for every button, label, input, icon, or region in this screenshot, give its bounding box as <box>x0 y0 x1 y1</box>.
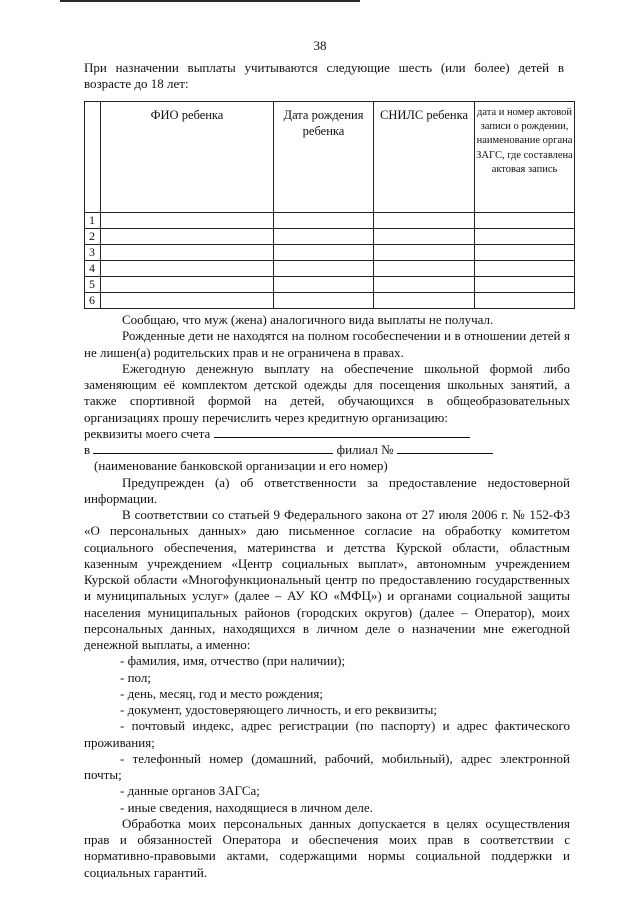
table-cell[interactable] <box>374 245 475 261</box>
table-header-cell: Дата рождения ребенка <box>274 102 374 213</box>
table-header-cell <box>85 102 101 213</box>
table-cell[interactable] <box>374 277 475 293</box>
table-cell[interactable] <box>475 261 575 277</box>
bank-field[interactable] <box>93 442 333 454</box>
list-item: - фамилия, имя, отчество (при наличии); <box>120 653 346 669</box>
table-row <box>85 245 575 261</box>
table-cell[interactable] <box>374 213 475 229</box>
table-header-row <box>85 102 575 213</box>
table-cell[interactable] <box>475 245 575 261</box>
table-cell[interactable] <box>101 245 274 261</box>
page-number: 38 <box>313 38 327 53</box>
list-item: - пол; <box>120 669 151 685</box>
table-cell[interactable] <box>274 293 374 309</box>
table-cell[interactable] <box>101 213 274 229</box>
row-number: 1 <box>85 213 101 229</box>
table-cell[interactable] <box>374 261 475 277</box>
table-row <box>85 229 575 245</box>
table-cell[interactable] <box>274 261 374 277</box>
payment-request: Ежегодную денежную выплату на обеспечение школьной формой либо заменяющим её комплектом детской одежды для посещения школьных занятий, а также спортивной формой на детей, обучающихся в общеобразовательных организациях прошу перечислить через кредитную организацию: <box>84 360 570 425</box>
table-cell[interactable] <box>101 261 274 277</box>
table-cell[interactable] <box>101 229 274 245</box>
custody-statement: Рожденные дети не находятся на полном гособеспечении и в отношении детей я не лишен(а) родительских прав и не ограничена в правах. <box>84 328 570 360</box>
table-cell[interactable] <box>101 293 274 309</box>
list-item: - день, месяц, год и место рождения; <box>120 685 323 701</box>
consent-paragraph: В соответствии со статьей 9 Федерального закона от 27 июля 2006 г. № 152-ФЗ «О персональных данных» даю письменное согласие на обработку комитетом социального обеспечения, материнства и детства Курской области, областным казенным учреждением «Центр социальных выплат», автономным учреждением Курской области «Многофункциональный центр по предоставлению государственных и муниципальных услуг» (далее – АУ КО «МФЦ») и органами социальной защиты населения муниципальных районов (городских округов) (далее – Оператор), моих персональных данных, находящихся в личном деле о назначении мне ежегодной денежной выплаты, а именно: <box>84 507 570 652</box>
final-paragraph: Обработка моих персональных данных допускается в целях осуществления прав и обязанностей Оператора и обеспечения моих прав в соответствии с нормативно-правовыми актами, содержащими нормы социальной поддержки и социальных гарантий. <box>84 815 570 880</box>
branch-field[interactable] <box>397 442 493 454</box>
table-cell[interactable] <box>475 213 575 229</box>
account-field[interactable] <box>214 426 470 438</box>
list-item: - телефонный номер (домашний, рабочий, мобильный), адрес электронной почты; <box>84 750 570 782</box>
table-cell[interactable] <box>475 293 575 309</box>
branch-label: филиал № <box>336 442 394 457</box>
table-cell[interactable] <box>274 229 374 245</box>
bank-caption: (наименование банковской организации и его номер) <box>94 458 388 474</box>
scan-edge-line <box>60 0 360 2</box>
table-row <box>85 293 575 309</box>
document-body <box>84 312 570 881</box>
bank-prefix: в <box>84 442 91 457</box>
row-number: 3 <box>85 245 101 261</box>
list-item: - документ, удостоверяющего личность, и его реквизиты; <box>120 702 437 717</box>
list-item: - почтовый индекс, адрес регистрации (по паспорту) и адрес фактического проживания; <box>84 718 570 750</box>
table-row <box>85 261 575 277</box>
account-label: реквизиты моего счета <box>84 425 211 441</box>
row-number: 6 <box>85 293 101 309</box>
intro-text: При назначении выплаты учитываются следующие шесть (или более) детей в возрасте до 18 лет: <box>84 60 564 92</box>
children-table <box>84 101 575 309</box>
list-item: - иные сведения, находящиеся в личном деле. <box>120 799 373 815</box>
account-line <box>84 426 570 442</box>
row-number: 4 <box>85 261 101 277</box>
table-cell[interactable] <box>274 213 374 229</box>
table-header-cell: ФИО ребенка <box>101 102 274 213</box>
table-cell[interactable] <box>475 229 575 245</box>
table-header-cell: дата и номер актовой записи о рождении, наименование органа ЗАГС, где составлена актовая запись <box>475 102 575 213</box>
table-row <box>85 213 575 229</box>
table-row <box>85 277 575 293</box>
table-cell[interactable] <box>274 277 374 293</box>
list-item: - данные органов ЗАГСа; <box>120 783 260 799</box>
table-header-cell: СНИЛС ребенка <box>374 102 475 213</box>
table-cell[interactable] <box>374 293 475 309</box>
table-cell[interactable] <box>475 277 575 293</box>
table-cell[interactable] <box>274 245 374 261</box>
liability-warning: Предупрежден (а) об ответственности за предоставление недостоверной информации. <box>84 474 570 506</box>
row-number: 2 <box>85 229 101 245</box>
bank-line <box>84 442 570 458</box>
table-cell[interactable] <box>101 277 274 293</box>
spouse-statement: Сообщаю, что муж (жена) аналогичного вида выплаты не получал. <box>122 312 494 327</box>
row-number: 5 <box>85 277 101 293</box>
table-cell[interactable] <box>374 229 475 245</box>
